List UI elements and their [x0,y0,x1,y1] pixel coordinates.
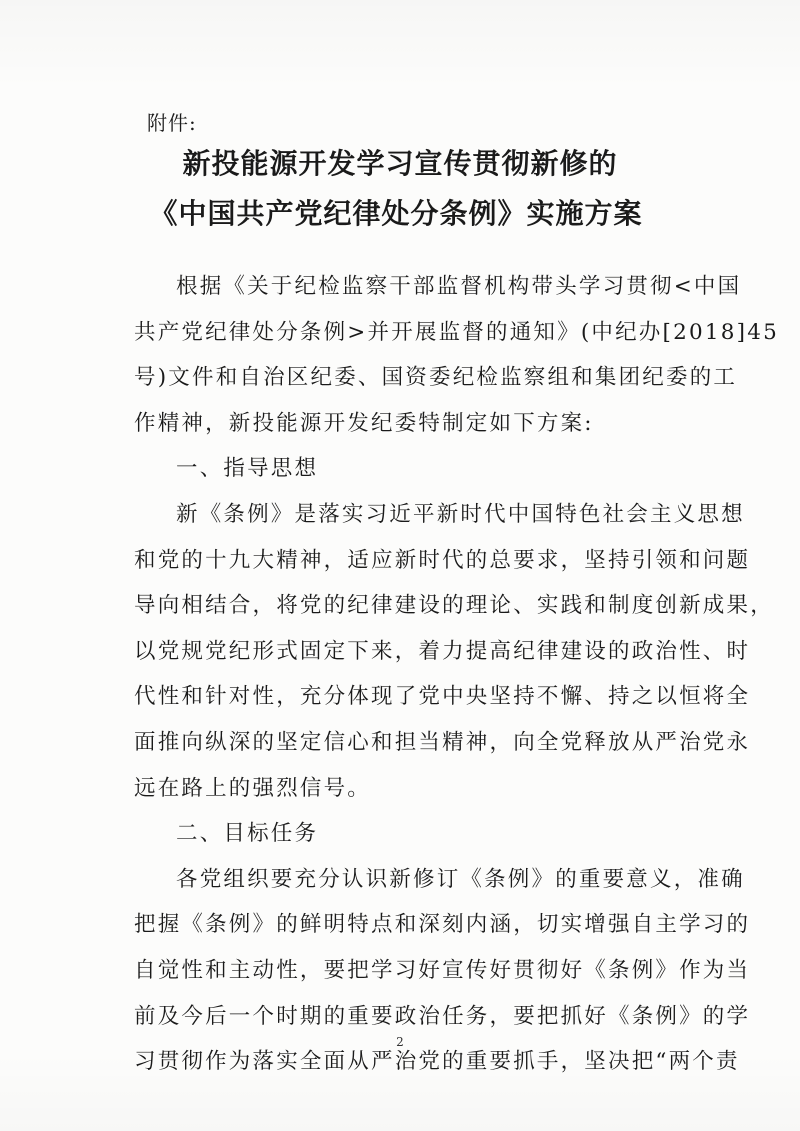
document-title-line-2: 《中国共产党纪律处分条例》实施方案 [149,197,643,230]
page-number: 2 [396,1035,404,1049]
body-line: 前及今后一个时期的重要政治任务，要把抓好《条例》的学 [134,1003,751,1029]
section-heading-target-tasks: 二、目标任务 [176,821,319,847]
attachment-label: 附件: [147,111,197,135]
body-line: 号)文件和自治区纪委、国资委纪检监察组和集团纪委的工 [134,365,738,391]
body-line: 和党的十九大精神，适应新时代的总要求，坚持引领和问题 [134,547,751,573]
body-line: 导向相结合，将党的纪律建设的理论、实践和制度创新成果， [134,593,774,619]
body-line: 新《条例》是落实习近平新时代中国特色社会主义思想 [176,501,745,527]
body-line: 以党规党纪形式固定下来，着力提高纪律建设的政治性、时 [134,638,751,664]
body-line: 根据《关于纪检监察干部监督机构带头学习贯彻<中国 [176,274,742,299]
body-line: 把握《条例》的鲜明特点和深刻内涵，切实增强自主学习的 [134,912,751,938]
body-line: 代性和针对性，充分体现了党中央坚持不懈、持之以恒将全 [134,684,751,710]
document-body [134,264,779,1085]
body-line: 面推向纵深的坚定信心和担当精神，向全党释放从严治党永 [134,729,751,755]
body-line: 自觉性和主动性，要把学习好宣传好贯彻好《条例》作为当 [134,957,751,983]
body-line: 共产党纪律处分条例>并开展监督的通知》(中纪办[2018]45 [134,319,779,345]
section-heading-guiding-ideology: 一、指导思想 [176,456,319,482]
document-title-line-1: 新投能源开发学习宣传贯彻新修的 [182,147,618,180]
body-line: 远在路上的强烈信号。 [134,775,372,801]
body-line: 习贯彻作为落实全面从严治党的重要抓手，坚决把“两个责 [134,1049,740,1075]
body-line: 作精神，新投能源开发纪委特制定如下方案: [134,410,594,436]
body-line: 各党组织要充分认识新修订《条例》的重要意义，准确 [176,866,745,892]
